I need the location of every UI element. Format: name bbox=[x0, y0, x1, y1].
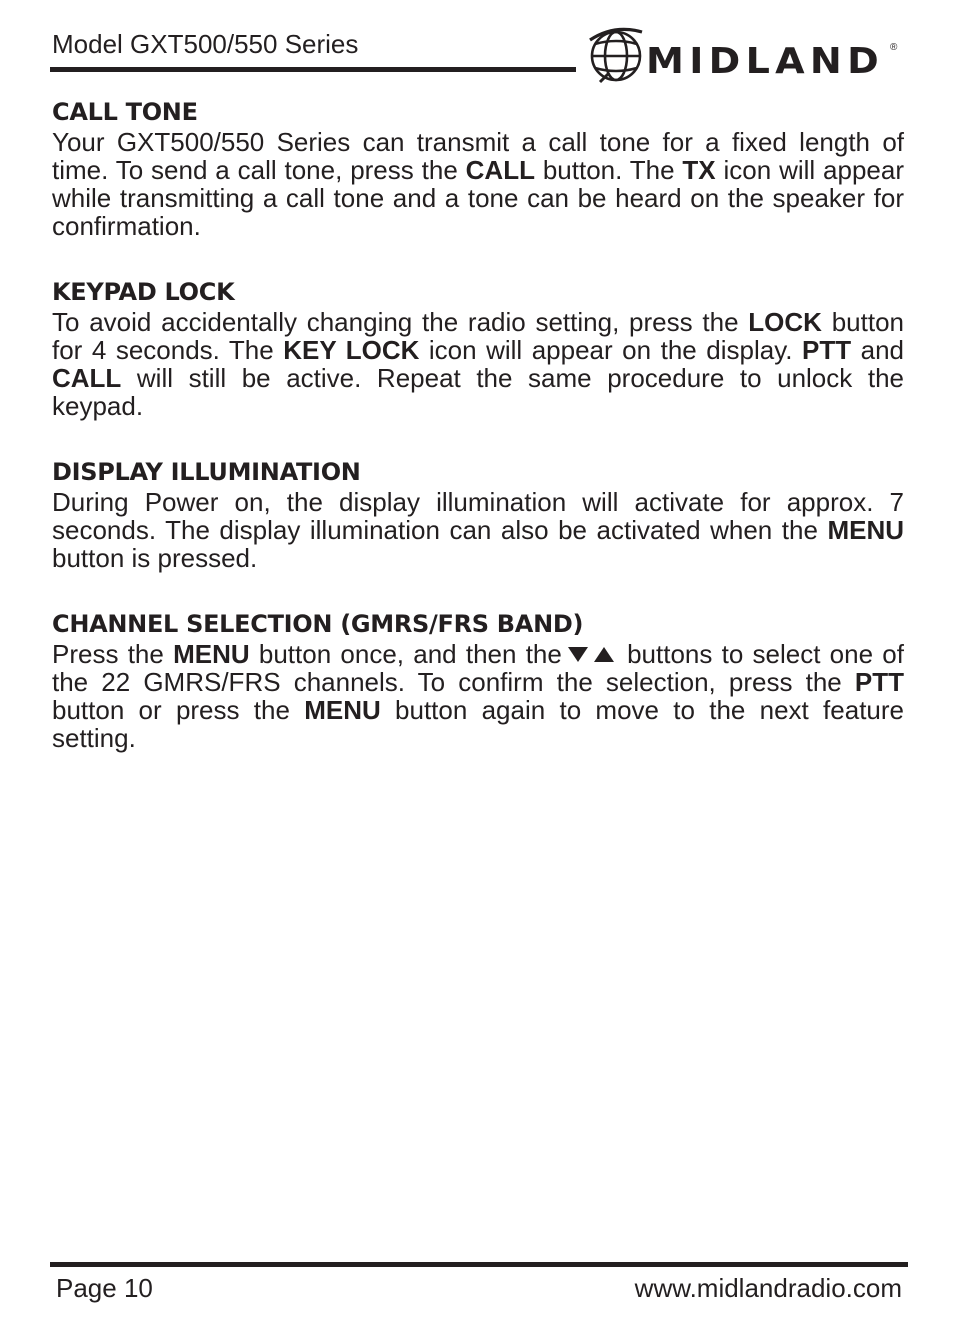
bold-lock: LOCK bbox=[748, 307, 822, 337]
bold-menu: MENU bbox=[827, 515, 904, 545]
paragraph-call-tone bbox=[52, 128, 904, 240]
text-run: buttons to select one of the 22 GMRS/FRS channels. To confirm the selection, press the bbox=[52, 639, 904, 697]
header-rule bbox=[50, 67, 576, 72]
model-title: Model GXT500/550 Series bbox=[52, 29, 359, 59]
midland-logo bbox=[586, 20, 906, 90]
bold-menu: MENU bbox=[173, 639, 250, 669]
footer-rule bbox=[50, 1262, 908, 1267]
section-keypad-lock bbox=[52, 276, 904, 420]
paragraph-keypad-lock bbox=[52, 308, 904, 420]
text-run: button again to move to the next feature setting. bbox=[52, 695, 904, 753]
text-run: button once, and then the bbox=[249, 639, 562, 669]
text-run: button or press the bbox=[52, 695, 305, 725]
heading-call-tone: CALL TONE bbox=[52, 98, 198, 126]
heading-channel-selection: CHANNEL SELECTION (GMRS/FRS BAND) bbox=[52, 610, 584, 638]
text-run: button. The bbox=[534, 155, 683, 185]
brand-wordmark: MIDLAND bbox=[646, 41, 884, 82]
bold-call: CALL bbox=[465, 155, 535, 185]
section-display-illumination bbox=[52, 456, 904, 572]
down-triangle-icon bbox=[568, 647, 588, 662]
bold-ptt: PTT bbox=[802, 335, 852, 365]
bold-tx: TX bbox=[682, 155, 716, 185]
paragraph-display-illumination bbox=[52, 488, 904, 572]
heading-display-illumination: DISPLAY ILLUMINATION bbox=[52, 458, 361, 486]
section-channel-selection bbox=[52, 608, 904, 752]
text-run: Press the bbox=[52, 639, 174, 669]
text-run: icon will appear while transmitting a call tone and a tone can be heard on the speaker for confirmation. bbox=[52, 155, 904, 241]
arrow-icons bbox=[566, 645, 616, 663]
bold-ptt: PTT bbox=[854, 667, 904, 697]
manual-content bbox=[52, 96, 904, 788]
text-run: will still be active. Repeat the same procedure to unlock the keypad. bbox=[52, 363, 904, 421]
page-number: Page 10 bbox=[56, 1273, 153, 1303]
globe-icon bbox=[590, 29, 642, 82]
text-run: button is pressed. bbox=[52, 543, 258, 573]
paragraph-channel-selection bbox=[52, 640, 904, 752]
text-run: icon will appear on the display. bbox=[419, 335, 802, 365]
text-run: To avoid accidentally changing the radio setting, press the bbox=[52, 307, 749, 337]
website-url: www.midlandradio.com bbox=[634, 1273, 902, 1303]
bold-call: CALL bbox=[52, 363, 122, 393]
text-run: Your GXT500/550 Series can transmit a call tone for a fixed length of time. To send a call tone, press the bbox=[52, 127, 904, 185]
heading-keypad-lock: KEYPAD LOCK bbox=[52, 278, 235, 306]
section-call-tone bbox=[52, 96, 904, 240]
text-run: During Power on, the display illumination will activate for approx. 7 seconds. The display illumination can also be activated when the bbox=[52, 487, 904, 545]
text-run: button for 4 seconds. The bbox=[52, 307, 904, 365]
text-run: and bbox=[851, 335, 904, 365]
registered-mark: ® bbox=[890, 42, 898, 53]
bold-menu: MENU bbox=[304, 695, 381, 725]
bold-key-lock: KEY LOCK bbox=[283, 335, 420, 365]
up-triangle-icon bbox=[594, 647, 614, 662]
